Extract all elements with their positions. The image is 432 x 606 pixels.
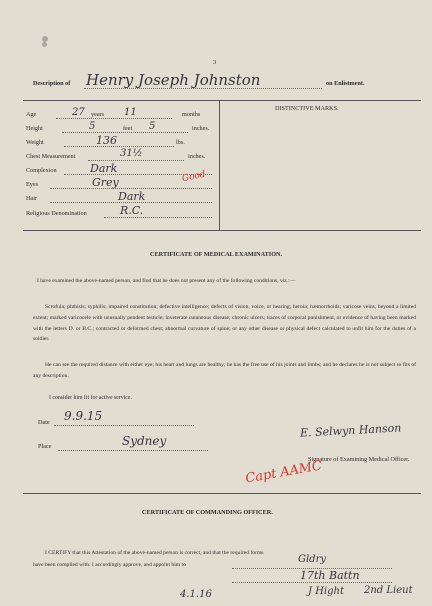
distinctive-marks-heading: DISTINCTIVE MARKS.	[275, 105, 339, 112]
description-suffix: on Enlistment.	[326, 80, 365, 87]
fit-statement: I consider him fit for active service.	[49, 395, 132, 401]
medical-fitness: He can see the required distance with either eye; his heart and lungs are healthy; he has the free use of his joints and limbs; and he declares he is not subject to fits of any description.	[33, 362, 416, 379]
table-divider	[219, 100, 220, 230]
chest-label: Chest Measurement	[26, 153, 76, 160]
table-bottom-rule	[23, 230, 421, 231]
religion-label: Religious Denomination	[26, 210, 87, 217]
footer-date: 4.1.16	[180, 589, 212, 600]
section-separator	[23, 493, 421, 494]
medical-heading: CERTIFICATE OF MEDICAL EXAMINATION.	[150, 251, 283, 258]
hair-value: Dark	[118, 190, 146, 203]
complexion-value: Dark	[90, 162, 118, 175]
table-top-rule	[23, 100, 421, 101]
place-label: Place	[38, 443, 52, 450]
commanding-heading: CERTIFICATE OF COMMANDING OFFICER.	[142, 509, 273, 516]
height-inches-label: inches.	[192, 125, 210, 132]
religion-rule	[104, 217, 212, 218]
chest-rule	[88, 160, 184, 161]
signature-caption: Signature of Examining Medical Officer.	[308, 456, 410, 463]
officer-signature: J Hight	[308, 586, 344, 597]
age-months: 11	[124, 107, 137, 118]
religion-value: R.C.	[120, 204, 144, 217]
weight-unit: lbs.	[176, 139, 185, 146]
medical-intro: I have examined the above-named person, and find that he does not present any of the following conditions, viz.:—	[37, 278, 296, 284]
place-value: Sydney	[122, 434, 167, 448]
height-rule	[62, 132, 188, 133]
description-label: Description of	[33, 80, 71, 87]
height-feet-label: feet	[123, 125, 133, 132]
height-label: Height	[26, 125, 43, 132]
weight-label: Weight	[26, 139, 44, 146]
rank-annotation: Capt AAMC	[244, 458, 324, 487]
date-rule	[54, 425, 194, 426]
age-months-label: months	[182, 111, 201, 118]
age-years-label: years	[91, 111, 105, 118]
enlistee-name: Henry Joseph Johnston	[86, 71, 261, 89]
age-label: Age	[26, 111, 37, 118]
punch-hole	[42, 42, 47, 47]
height-feet: 5	[89, 121, 96, 132]
officer-rank: 2nd Lieut	[364, 585, 413, 596]
eyes-annotation: Good	[181, 169, 207, 185]
hair-label: Hair	[26, 195, 37, 202]
eyes-label: Eyes	[26, 181, 39, 188]
commanding-text-line2: have been complied with. I accordingly approve, and appoint him to	[33, 562, 186, 568]
age-rule	[56, 118, 172, 119]
battalion-rule	[232, 582, 392, 583]
chest-unit: inches.	[188, 153, 206, 160]
date-value: 9.9.15	[64, 409, 103, 423]
height-inches: 5	[149, 121, 156, 132]
eyes-value: Grey	[92, 176, 119, 189]
weight-value: 136	[96, 134, 117, 147]
complexion-label: Complexion	[26, 167, 57, 174]
eyes-rule	[50, 188, 212, 189]
commanding-text-line1: I CERTIFY that this Attestation of the above-named person is correct, and that the required forms	[45, 550, 264, 556]
medical-officer-signature: E. Selwyn Hanson	[299, 421, 402, 440]
chest-value: 31½	[120, 148, 143, 159]
appointment-value: Gldry	[298, 554, 327, 565]
weight-rule	[64, 146, 174, 147]
age-years: 27	[72, 107, 85, 118]
date-label: Date	[38, 419, 50, 426]
page-number: 3	[213, 59, 217, 66]
place-rule	[58, 450, 208, 451]
medical-conditions: Scrofula; phthisis; syphilis; impaired constitution; defective intelligence; defects of vision, voice, or hearing; hernia; hæmorrhoids; varicose veins, beyond a limited extent; marked varicocele with unusually pendent testicle; inveterate cutaneous disease; chronic ulcers; traces of corporal punishment, or evidence of having been marked with the letters D. or B.C.; contracted or deformed chest; abnormal curvature of spine; or any other disease or physical defect calculated to unfit him for the duties of a soldier.	[33, 304, 416, 343]
battalion-value: 17th Battn	[300, 569, 360, 582]
